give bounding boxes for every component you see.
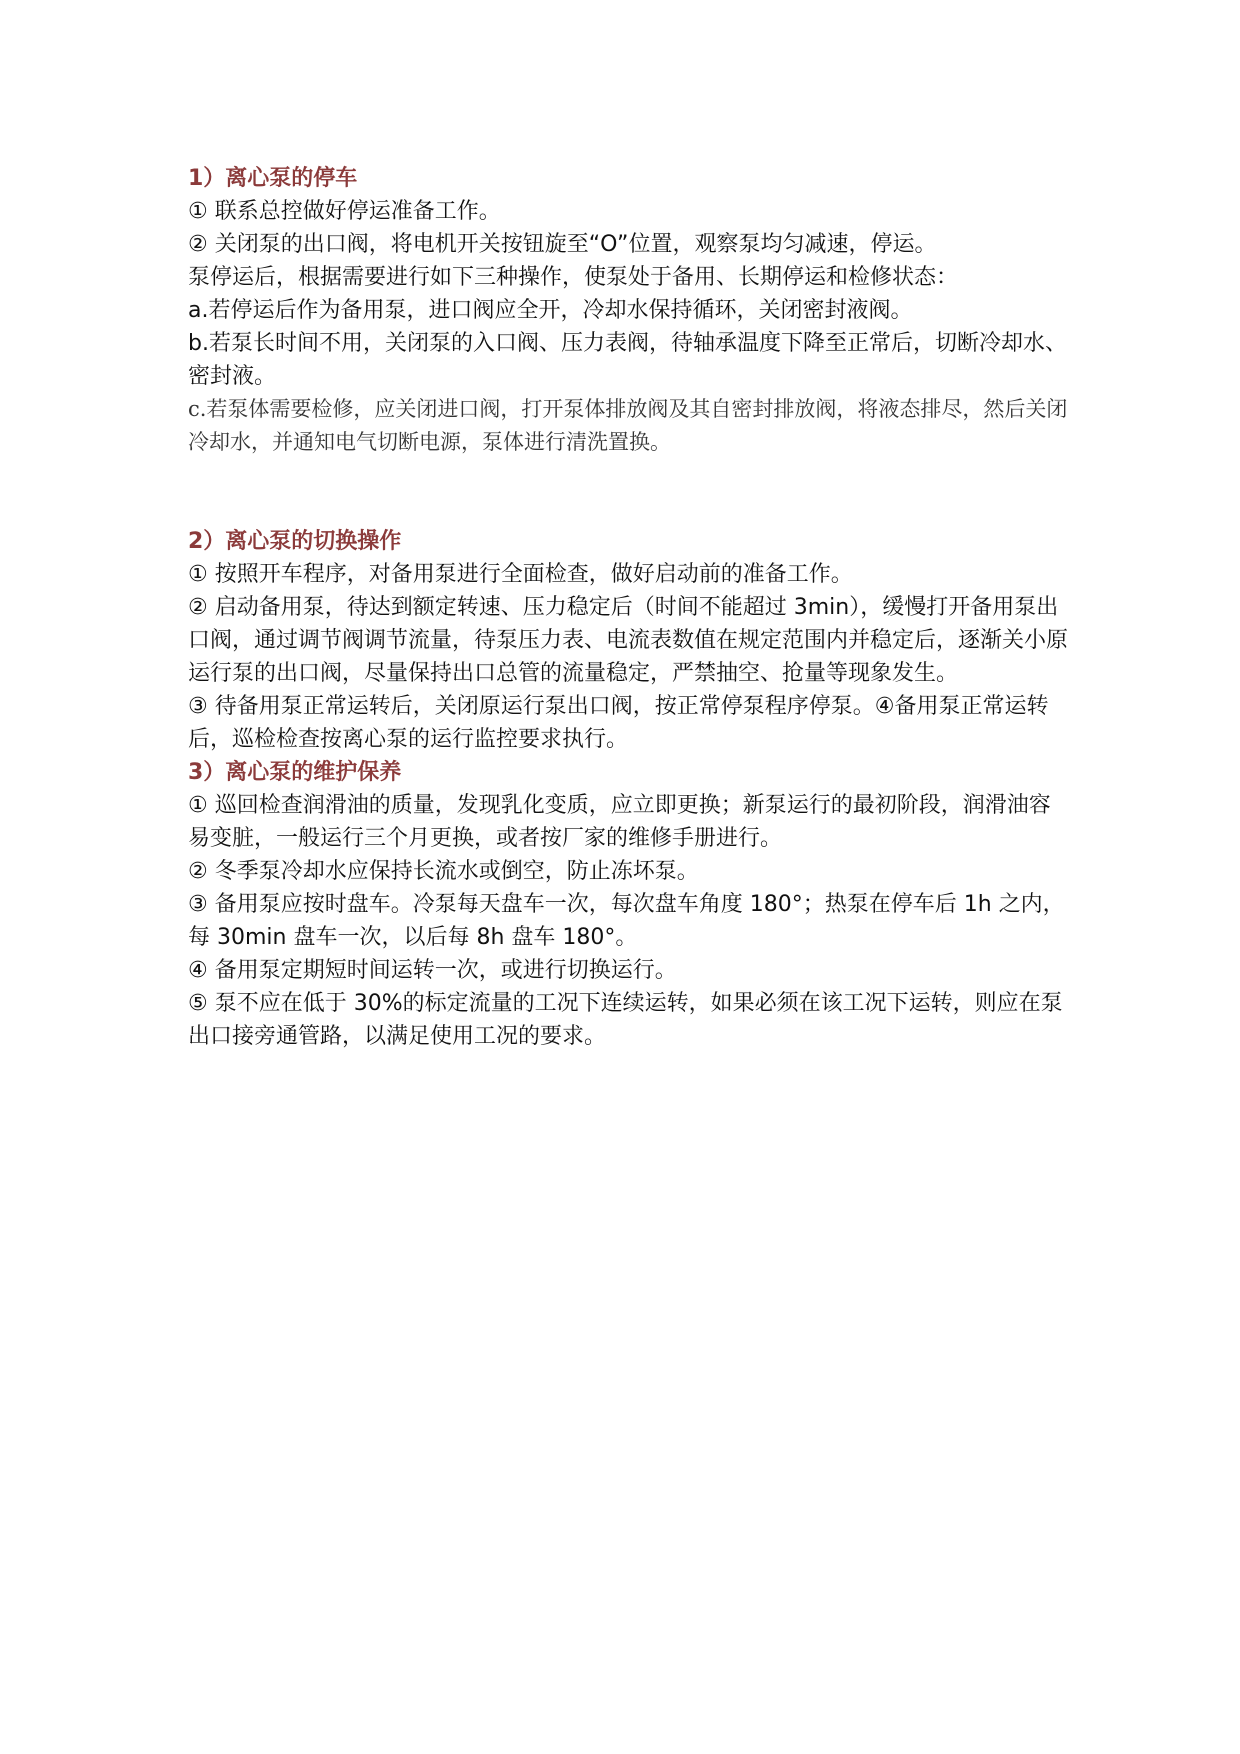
- section-heading-switchover: 2）离心泵的切换操作: [188, 529, 402, 554]
- paragraph: b.若泵长时间不用，关闭泵的入口阀、压力表阀，待轴承温度下降至正常后，切断冷却水、密封液。: [188, 331, 1067, 389]
- spacer: [188, 459, 1068, 525]
- section-heading-shutdown: 1）离心泵的停车: [188, 166, 358, 191]
- paragraph: ① 巡回检查润滑油的质量，发现乳化变质，应立即更换；新泵运行的最初阶段，润滑油容易变脏，一般运行三个月更换，或者按厂家的维修手册进行。: [188, 793, 1051, 851]
- paragraph: ② 启动备用泵，待达到额定转速、压力稳定后（时间不能超过 3min），缓慢打开备用泵出口阀，通过调节阀调节流量，待泵压力表、电流表数值在规定范围内并稳定后，逐渐关小原运行泵的出口阀，尽量保持出口总管的流量稳定，严禁抽空、抢量等现象发生。: [188, 595, 1069, 686]
- paragraph: 泵停运后，根据需要进行如下三种操作，使泵处于备用、长期停运和检修状态：: [188, 265, 959, 290]
- section-heading-maintenance: 3）离心泵的维护保养: [188, 760, 402, 785]
- paragraph: ③ 备用泵应按时盘车。冷泵每天盘车一次，每次盘车角度 180°；热泵在停车后 1h 之内，每 30min 盘车一次，以后每 8h 盘车 180°。: [188, 892, 1065, 950]
- document-page: [188, 162, 1068, 1053]
- paragraph: ⑤ 泵不应在低于 30%的标定流量的工况下连续运转，如果必须在该工况下运转，则应在泵出口接旁通管路，以满足使用工况的要求。: [188, 991, 1063, 1049]
- paragraph: c.若泵体需要检修，应关闭进口阀，打开泵体排放阀及其自密封排放阀，将液态排尽，然后关闭冷却水，并通知电气切断电源，泵体进行清洗置换。: [188, 397, 1068, 454]
- paragraph: ④ 备用泵定期短时间运转一次，或进行切换运行。: [188, 958, 677, 983]
- paragraph: ① 按照开车程序，对备用泵进行全面检查，做好启动前的准备工作。: [188, 562, 853, 587]
- paragraph: ② 关闭泵的出口阀，将电机开关按钮旋至“O”位置，观察泵均匀减速，停运。: [188, 232, 937, 257]
- paragraph: a.若停运后作为备用泵，进口阀应全开，冷却水保持循环，关闭密封液阀。: [188, 298, 913, 323]
- paragraph: ② 冬季泵冷却水应保持长流水或倒空，防止冻坏泵。: [188, 859, 699, 884]
- paragraph: ① 联系总控做好停运准备工作。: [188, 199, 501, 224]
- paragraph: ③ 待备用泵正常运转后，关闭原运行泵出口阀，按正常停泵程序停泵。④备用泵正常运转后，巡检检查按离心泵的运行监控要求执行。: [188, 694, 1049, 752]
